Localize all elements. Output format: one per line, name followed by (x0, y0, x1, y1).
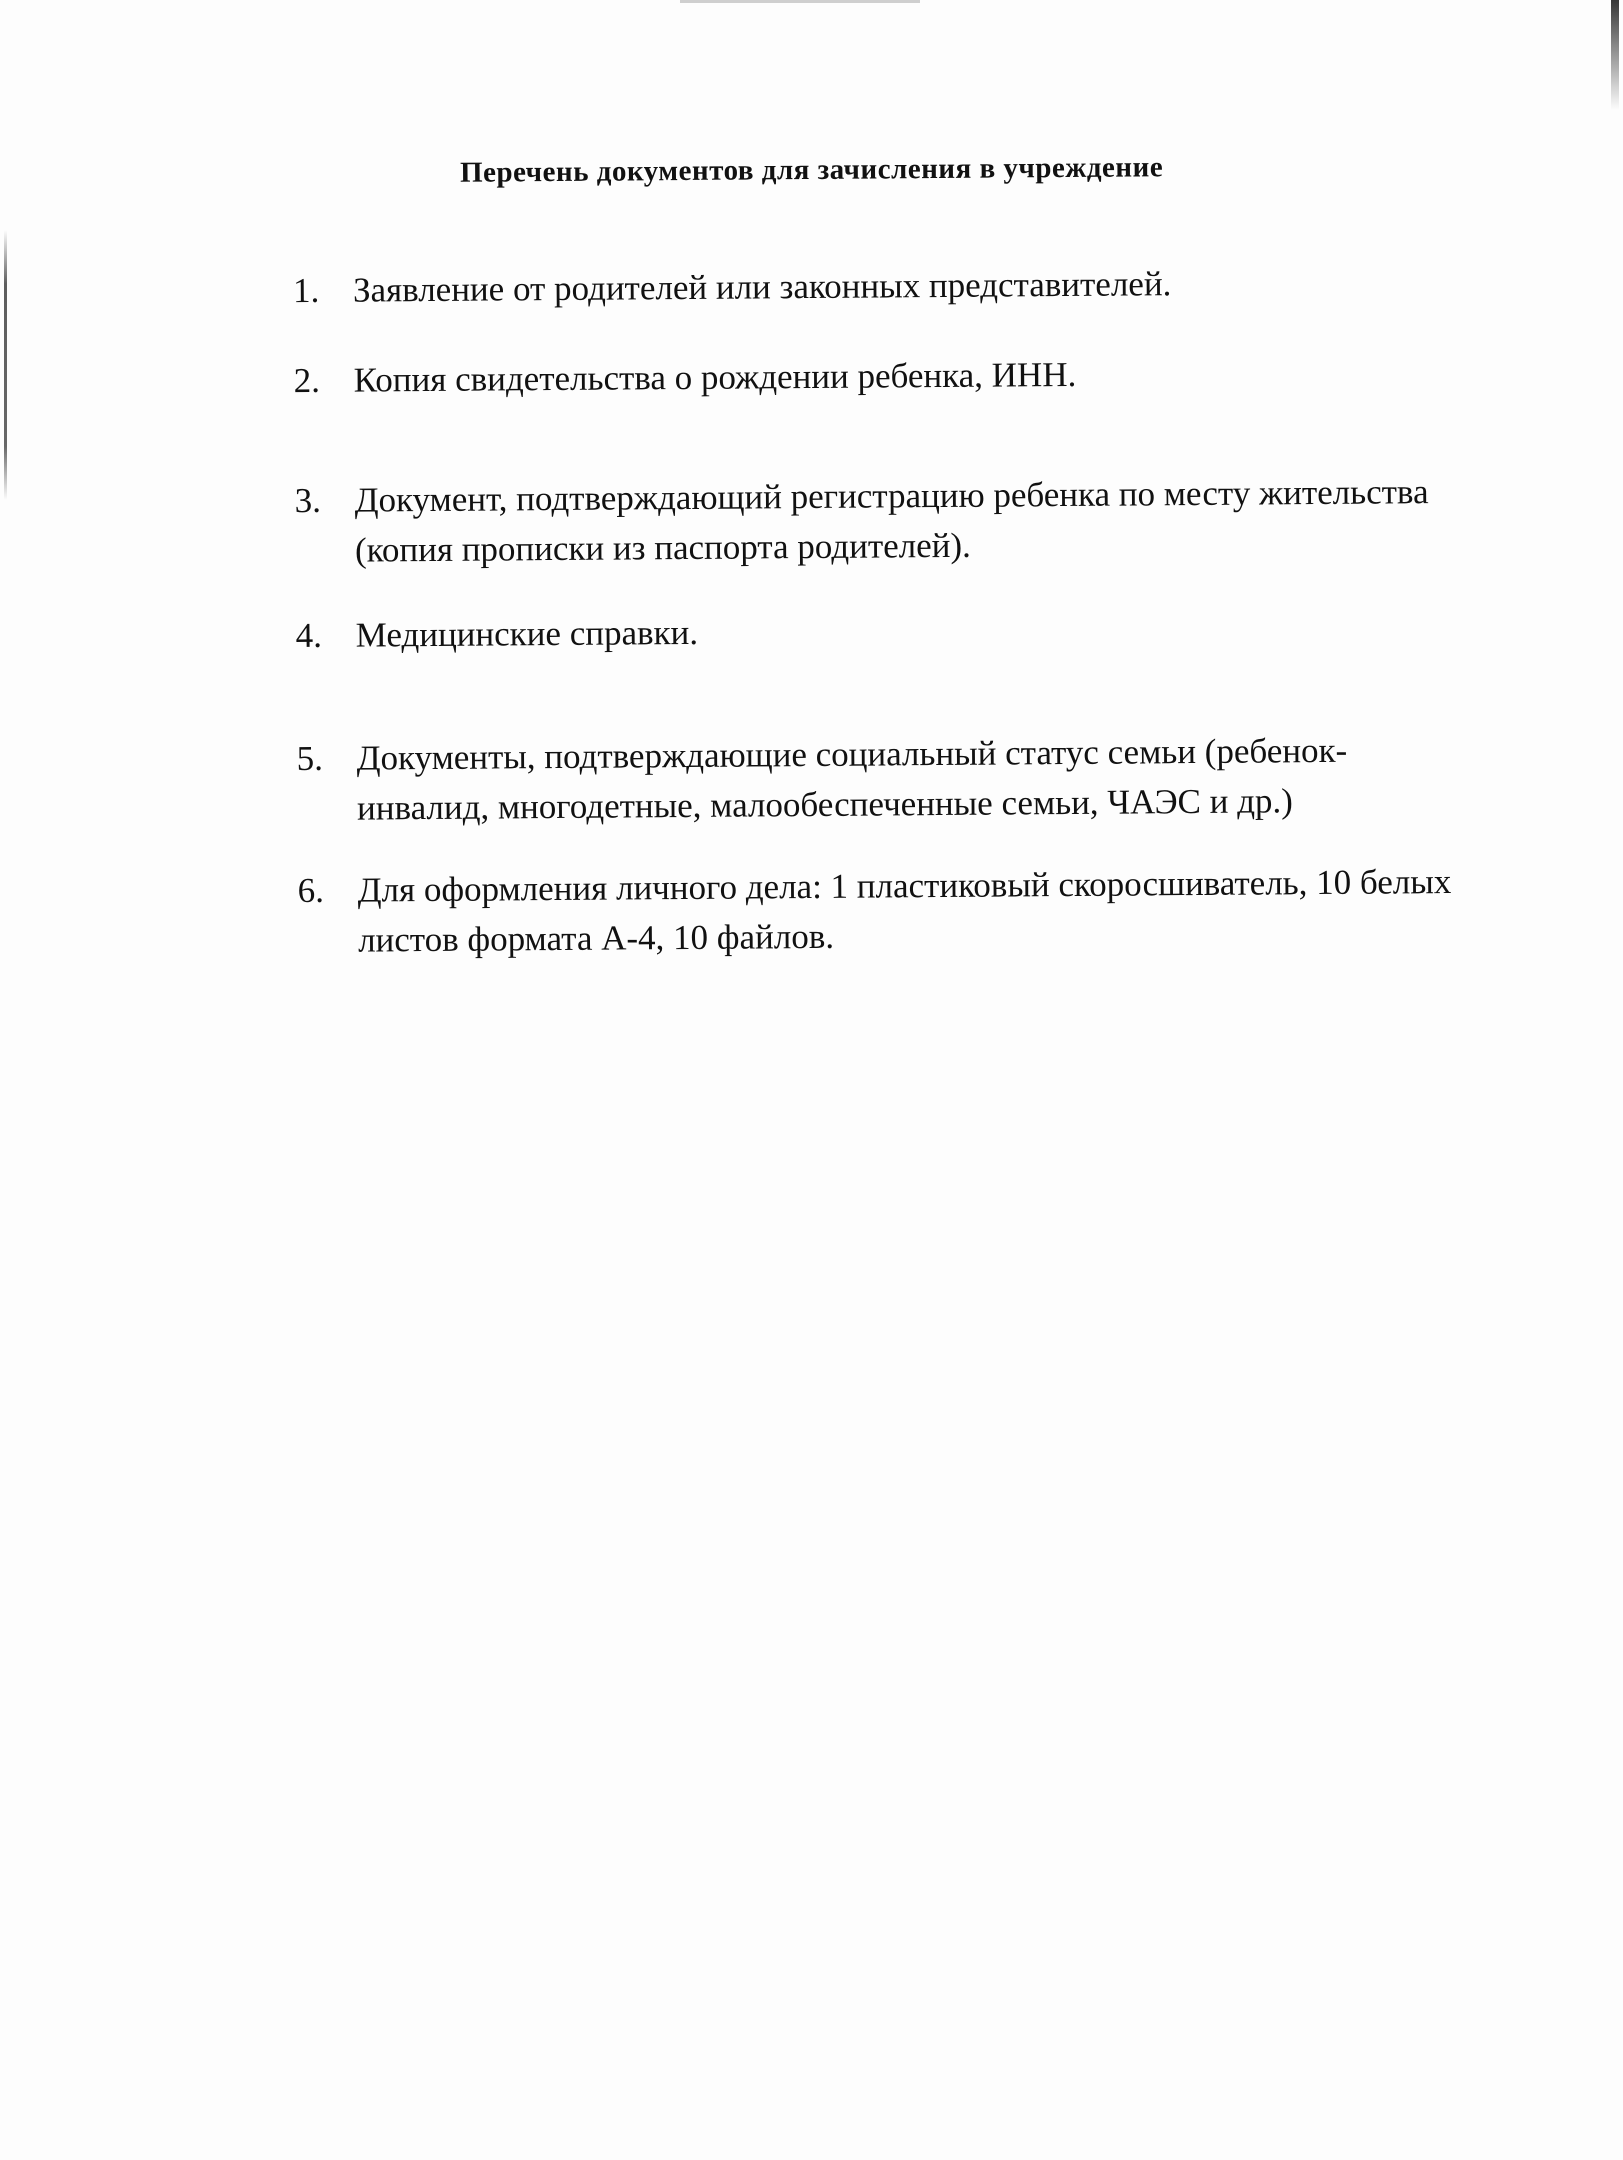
list-item (298, 856, 1589, 966)
list-item (296, 724, 1587, 834)
list-item-line: инвалид, многодетные, малообеспеченные семьи, ЧАЭС и др.) (356, 781, 1294, 828)
list-item (296, 601, 1586, 661)
list-item-number: 1. (292, 270, 320, 311)
list-item-text (356, 724, 1587, 834)
list-item-text (354, 346, 1584, 406)
list-item-text (358, 856, 1589, 966)
list-item-line: Заявление от родителей или законных представителей. (352, 264, 1172, 310)
list-item (293, 256, 1583, 316)
list-item-text (356, 601, 1586, 661)
document-list (292, 256, 1583, 960)
list-item-text (353, 256, 1583, 316)
list-item-number: 5. (296, 738, 324, 779)
list-item-line: Для оформления личного дела: 1 пластиковый скоросшиватель, 10 белых (357, 861, 1452, 910)
list-item (294, 466, 1585, 576)
list-item-number: 2. (293, 360, 321, 401)
list-item-line: (копия прописки из паспорта родителей). (354, 525, 971, 570)
list-item-line: Документы, подтверждающие социальный статус семьи (ребенок- (356, 730, 1348, 778)
list-item-line: Документ, подтверждающий регистрацию ребенка по месту жительства (354, 472, 1429, 520)
list-item-number: 4. (295, 615, 323, 656)
list-item-line: Медицинские справки. (355, 612, 699, 655)
list-item-line: листов формата А-4, 10 файлов. (357, 916, 835, 960)
list-item (294, 346, 1584, 406)
document-title: Перечень документов для зачисления в учреждение (459, 151, 1164, 189)
list-item-number: 3. (294, 480, 322, 521)
list-item-line: Копия свидетельства о рождении ребенка, ИНН. (353, 354, 1077, 400)
list-item-text (354, 466, 1585, 576)
list-item-number: 6. (297, 870, 325, 911)
